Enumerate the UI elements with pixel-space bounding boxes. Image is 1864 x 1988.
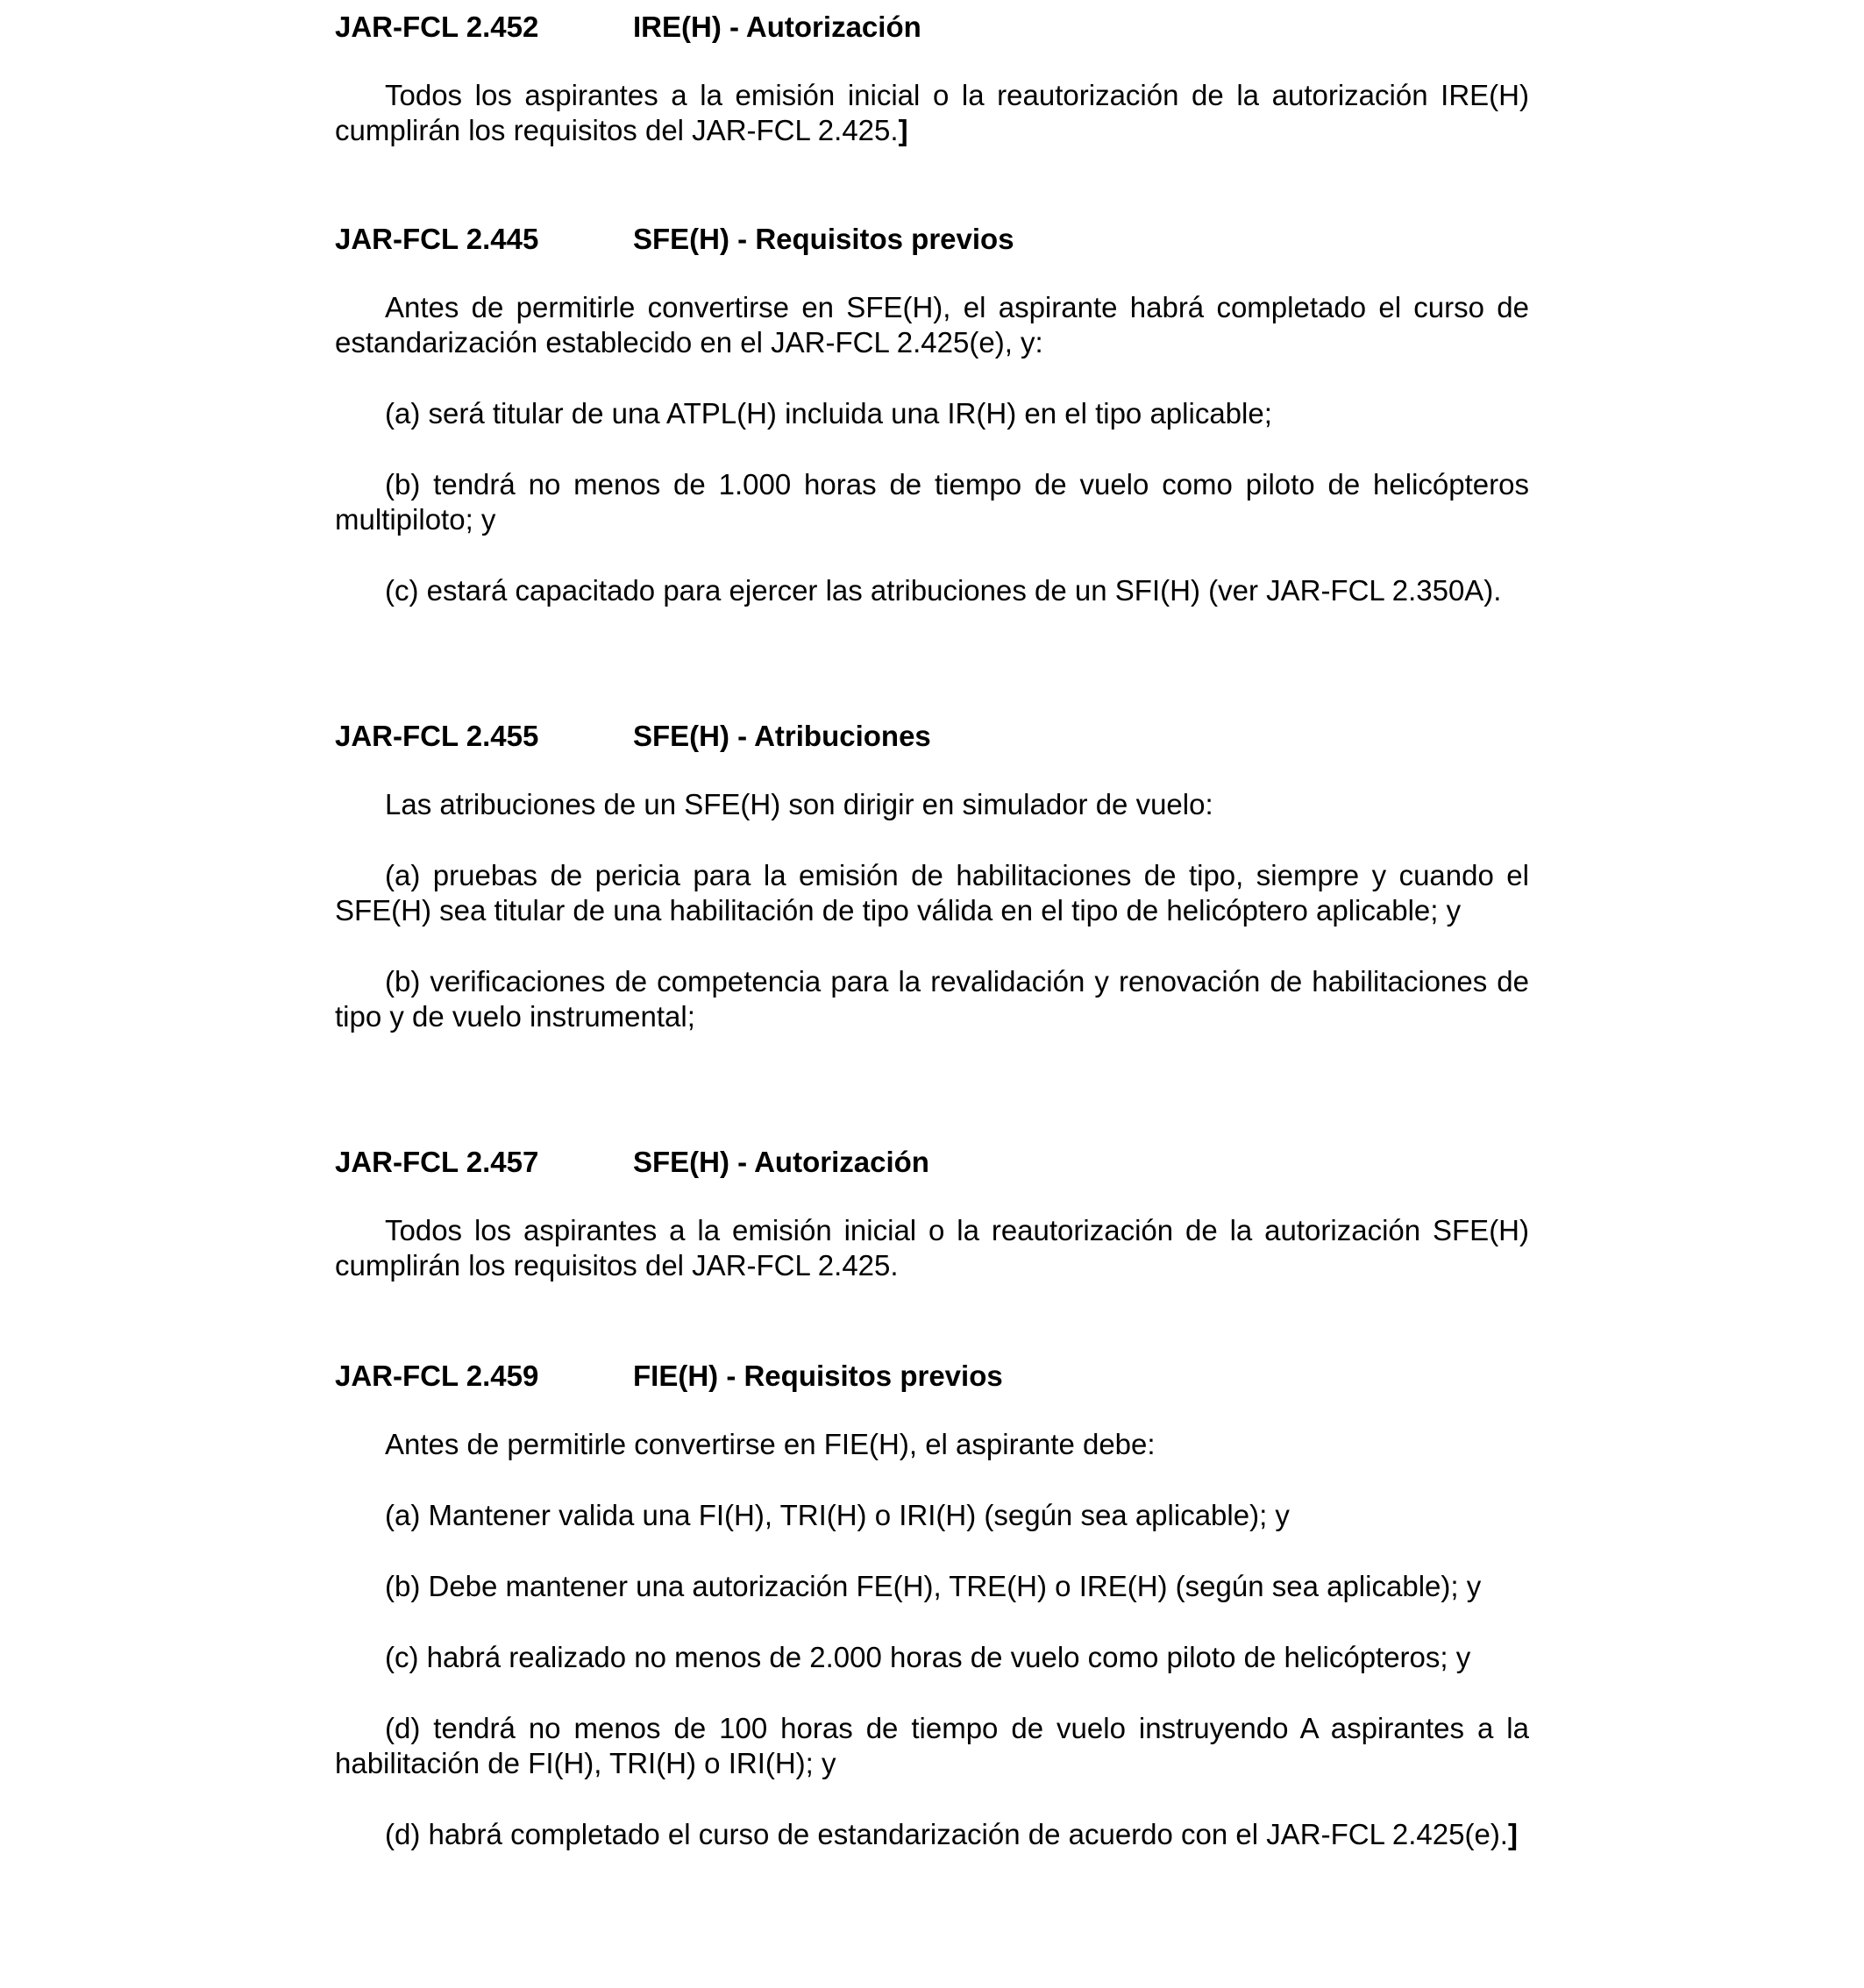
section-title: SFE(H) - Atribuciones [633, 720, 931, 752]
list-item-d: (d) tendrá no menos de 100 horas de tiempo de vuelo instruyendo A aspirantes a la habilitación de FI(H), TRI(H) o IRI(H); y [335, 1712, 1529, 1779]
section-code: JAR-FCL 2.455 [335, 720, 539, 752]
section-title: SFE(H) - Requisitos previos [633, 223, 1014, 255]
section-jar-fcl-2-455 [335, 716, 1529, 1034]
section-code: JAR-FCL 2.445 [335, 223, 539, 255]
section-title: FIE(H) - Requisitos previos [633, 1360, 1003, 1392]
list-item-a: (a) pruebas de pericia para la emisión de habilitaciones de tipo, siempre y cuando el SFE(H) sea titular de una habilitación de tipo válida en el tipo de helicóptero aplicable; y [335, 859, 1529, 927]
section-heading [335, 7, 1529, 47]
closing-bracket: ] [1507, 1818, 1518, 1850]
list-item-d-2: (d) habrá completado el curso de estandarización de acuerdo con el JAR-FCL 2.425(e).] [385, 1818, 1518, 1850]
list-item-b: (b) tendrá no menos de 1.000 horas de tiempo de vuelo como piloto de helicópteros multipiloto; y [335, 468, 1529, 536]
closing-bracket: ] [898, 114, 908, 146]
list-item-b: (b) Debe mantener una autorización FE(H), TRE(H) o IRE(H) (según sea aplicable); y [385, 1570, 1482, 1602]
section-code: JAR-FCL 2.457 [335, 1146, 539, 1178]
paragraph: Antes de permitirle convertirse en FIE(H), el aspirante debe: [385, 1428, 1156, 1460]
list-item-a: (a) Mantener valida una FI(H), TRI(H) o IRI(H) (según sea aplicable); y [385, 1499, 1290, 1531]
paragraph: Antes de permitirle convertirse en SFE(H), el aspirante habrá completado el curso de estandarización establecido en el JAR-FCL 2.425(e), y: [335, 291, 1529, 359]
section-jar-fcl-2-452 [335, 7, 1529, 148]
section-title: SFE(H) - Autorización [633, 1146, 929, 1178]
paragraph: Las atribuciones de un SFE(H) son dirigir en simulador de vuelo: [385, 788, 1213, 820]
paragraph: Todos los aspirantes a la emisión inicial o la reautorización de la autorización SFE(H) cumplirán los requisitos del JAR-FCL 2.425. [335, 1214, 1529, 1282]
section-jar-fcl-2-457 [335, 1142, 1529, 1283]
section-heading [335, 1356, 1529, 1396]
section-code: JAR-FCL 2.452 [335, 11, 539, 43]
list-item-c: (c) estará capacitado para ejercer las atribuciones de un SFI(H) (ver JAR-FCL 2.350A). [385, 574, 1502, 607]
list-item-a: (a) será titular de una ATPL(H) incluida una IR(H) en el tipo aplicable; [385, 397, 1272, 430]
section-jar-fcl-2-459 [335, 1356, 1529, 1852]
section-jar-fcl-2-445 [335, 219, 1529, 608]
section-code: JAR-FCL 2.459 [335, 1360, 539, 1392]
paragraph: Todos los aspirantes a la emisión inicial o la reautorización de la autorización IRE(H) cumplirán los requisitos del JAR-FCL 2.425.] [335, 79, 1529, 146]
section-title: IRE(H) - Autorización [633, 11, 921, 43]
section-heading [335, 716, 1529, 756]
section-heading [335, 1142, 1529, 1182]
list-item-b: (b) verificaciones de competencia para la revalidación y renovación de habilitaciones de tipo y de vuelo instrumental; [335, 965, 1529, 1033]
list-item-c: (c) habrá realizado no menos de 2.000 horas de vuelo como piloto de helicópteros; y [385, 1641, 1471, 1673]
section-heading [335, 219, 1529, 259]
